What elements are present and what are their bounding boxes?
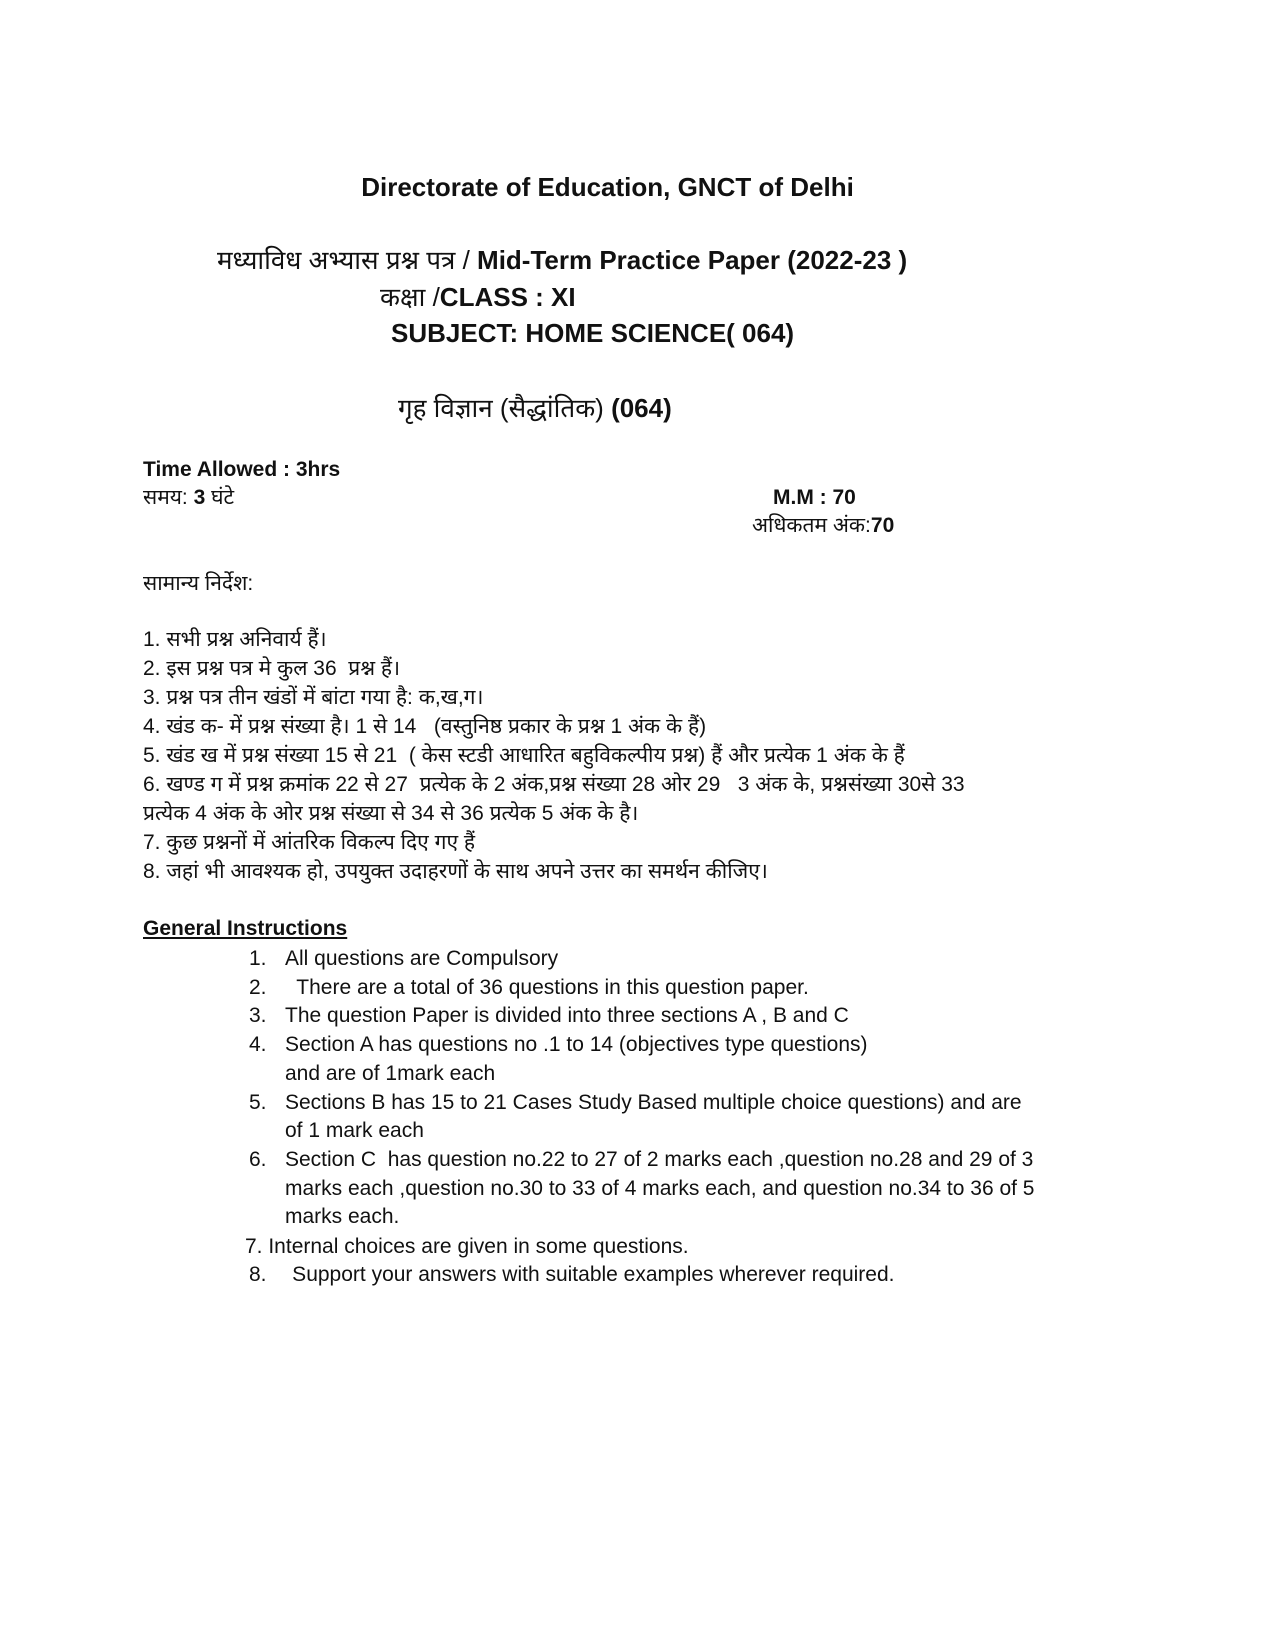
hindi-instruction: 6. खण्ड ग में प्रश्न क्रमांक 22 से 27 प्रत्येक के 2 अंक,प्रश्न संख्या 28 ओर 29 3 अंक के, प्रश्नसंख्या 30से 33 <box>143 773 965 796</box>
instruction-number: 3. <box>249 1004 267 1028</box>
hindi-instruction: 1. सभी प्रश्न अनिवार्य हैं। <box>143 628 327 651</box>
english-instruction: marks each ,question no.30 to 33 of 4 marks each, and question no.34 to 36 of 5 <box>285 1176 1035 1200</box>
hindi-instruction: 3. प्रश्न पत्र तीन खंडों में बांटा गया है: क,ख,ग। <box>143 686 484 709</box>
instruction-number: 2. <box>249 975 267 999</box>
instruction-number: 5. <box>249 1090 267 1114</box>
instruction-text: Support your answers with suitable examples wherever required. <box>280 1263 895 1286</box>
subject-hindi-line <box>398 393 672 423</box>
time-allowed: Time Allowed : 3hrs <box>143 458 341 481</box>
general-instructions-heading: General Instructions <box>143 917 348 940</box>
class-english: CLASS : XI <box>439 282 576 312</box>
english-instruction: All questions are Compulsory <box>285 947 559 970</box>
english-instruction: Section A has questions no .1 to 14 (objectives type questions) <box>285 1033 868 1057</box>
time-hindi <box>143 485 234 511</box>
english-instruction: 7. Internal choices are given in some questions. <box>245 1235 689 1258</box>
hindi-instruction: 8. जहां भी आवश्यक हो, उपयुक्त उदाहरणों के साथ अपने उत्तर का समर्थन कीजिए। <box>143 860 768 883</box>
instruction-number: 1. <box>249 947 267 970</box>
instruction-number: 6. <box>249 1147 267 1171</box>
english-instruction: Section C has question no.22 to 27 of 2 marks each ,question no.28 and 29 of 3 <box>285 1147 1034 1171</box>
english-instruction <box>249 1262 894 1288</box>
time-hindi-label: समय: <box>143 486 194 509</box>
class-line <box>380 282 576 312</box>
paper-title-english: Mid-Term Practice Paper (2022-23 ) <box>477 245 908 275</box>
max-marks-hindi-label: अधिकतम अंक: <box>752 514 871 537</box>
time-hindi-value: 3 <box>193 486 206 509</box>
hindi-instruction: 7. कुछ प्रश्ननों में आंतरिक विकल्प दिए गए हैं <box>143 831 476 854</box>
english-instruction: The question Paper is divided into three sections A , B and C <box>285 1004 849 1028</box>
subject-code: (064) <box>611 393 672 423</box>
max-marks-hindi-value: 70 <box>870 514 895 537</box>
max-marks-hindi <box>752 513 894 539</box>
org-title: Directorate of Education, GNCT of Delhi <box>361 172 854 202</box>
english-instruction: of 1 mark each <box>285 1119 424 1143</box>
hindi-instruction: 5. खंड ख में प्रश्न संख्या 15 से 21 ( केस स्टडी आधारित बहुविकल्पीय प्रश्न) हैं और प्रत्येक 1 अंक के हैं <box>143 744 905 767</box>
subject-hindi: गृह विज्ञान (सैद्धांतिक) <box>398 393 612 423</box>
instruction-number: 4. <box>249 1033 267 1057</box>
paper-title-hindi: मध्याविध अभ्यास प्रश्न पत्र / <box>217 245 478 275</box>
english-instruction: There are a total of 36 questions in this question paper. <box>285 975 809 999</box>
subject-line: SUBJECT: HOME SCIENCE( 064) <box>391 318 795 348</box>
hindi-instruction: प्रत्येक 4 अंक के ओर प्रश्न संख्या से 34 से 36 प्रत्येक 5 अंक के है। <box>143 802 639 825</box>
hindi-instructions-heading: सामान्य निर्देश: <box>143 572 254 595</box>
max-marks: M.M : 70 <box>773 486 856 509</box>
hindi-instruction: 4. खंड क- में प्रश्न संख्या है। 1 से 14 (वस्तुनिष्ठ प्रकार के प्रश्न 1 अंक के हैं) <box>143 715 707 738</box>
hindi-instruction: 2. इस प्रश्न पत्र मे कुल 36 प्रश्न हैं। <box>143 657 401 680</box>
instruction-number: 8. <box>249 1263 267 1286</box>
english-instruction: Sections B has 15 to 21 Cases Study Based multiple choice questions) and are <box>285 1090 1022 1114</box>
english-instruction: and are of 1mark each <box>285 1061 496 1085</box>
class-hindi: कक्षा / <box>380 282 440 312</box>
english-instruction: marks each. <box>285 1205 400 1229</box>
paper-title <box>217 245 907 275</box>
time-hindi-unit: घंटे <box>205 486 235 509</box>
